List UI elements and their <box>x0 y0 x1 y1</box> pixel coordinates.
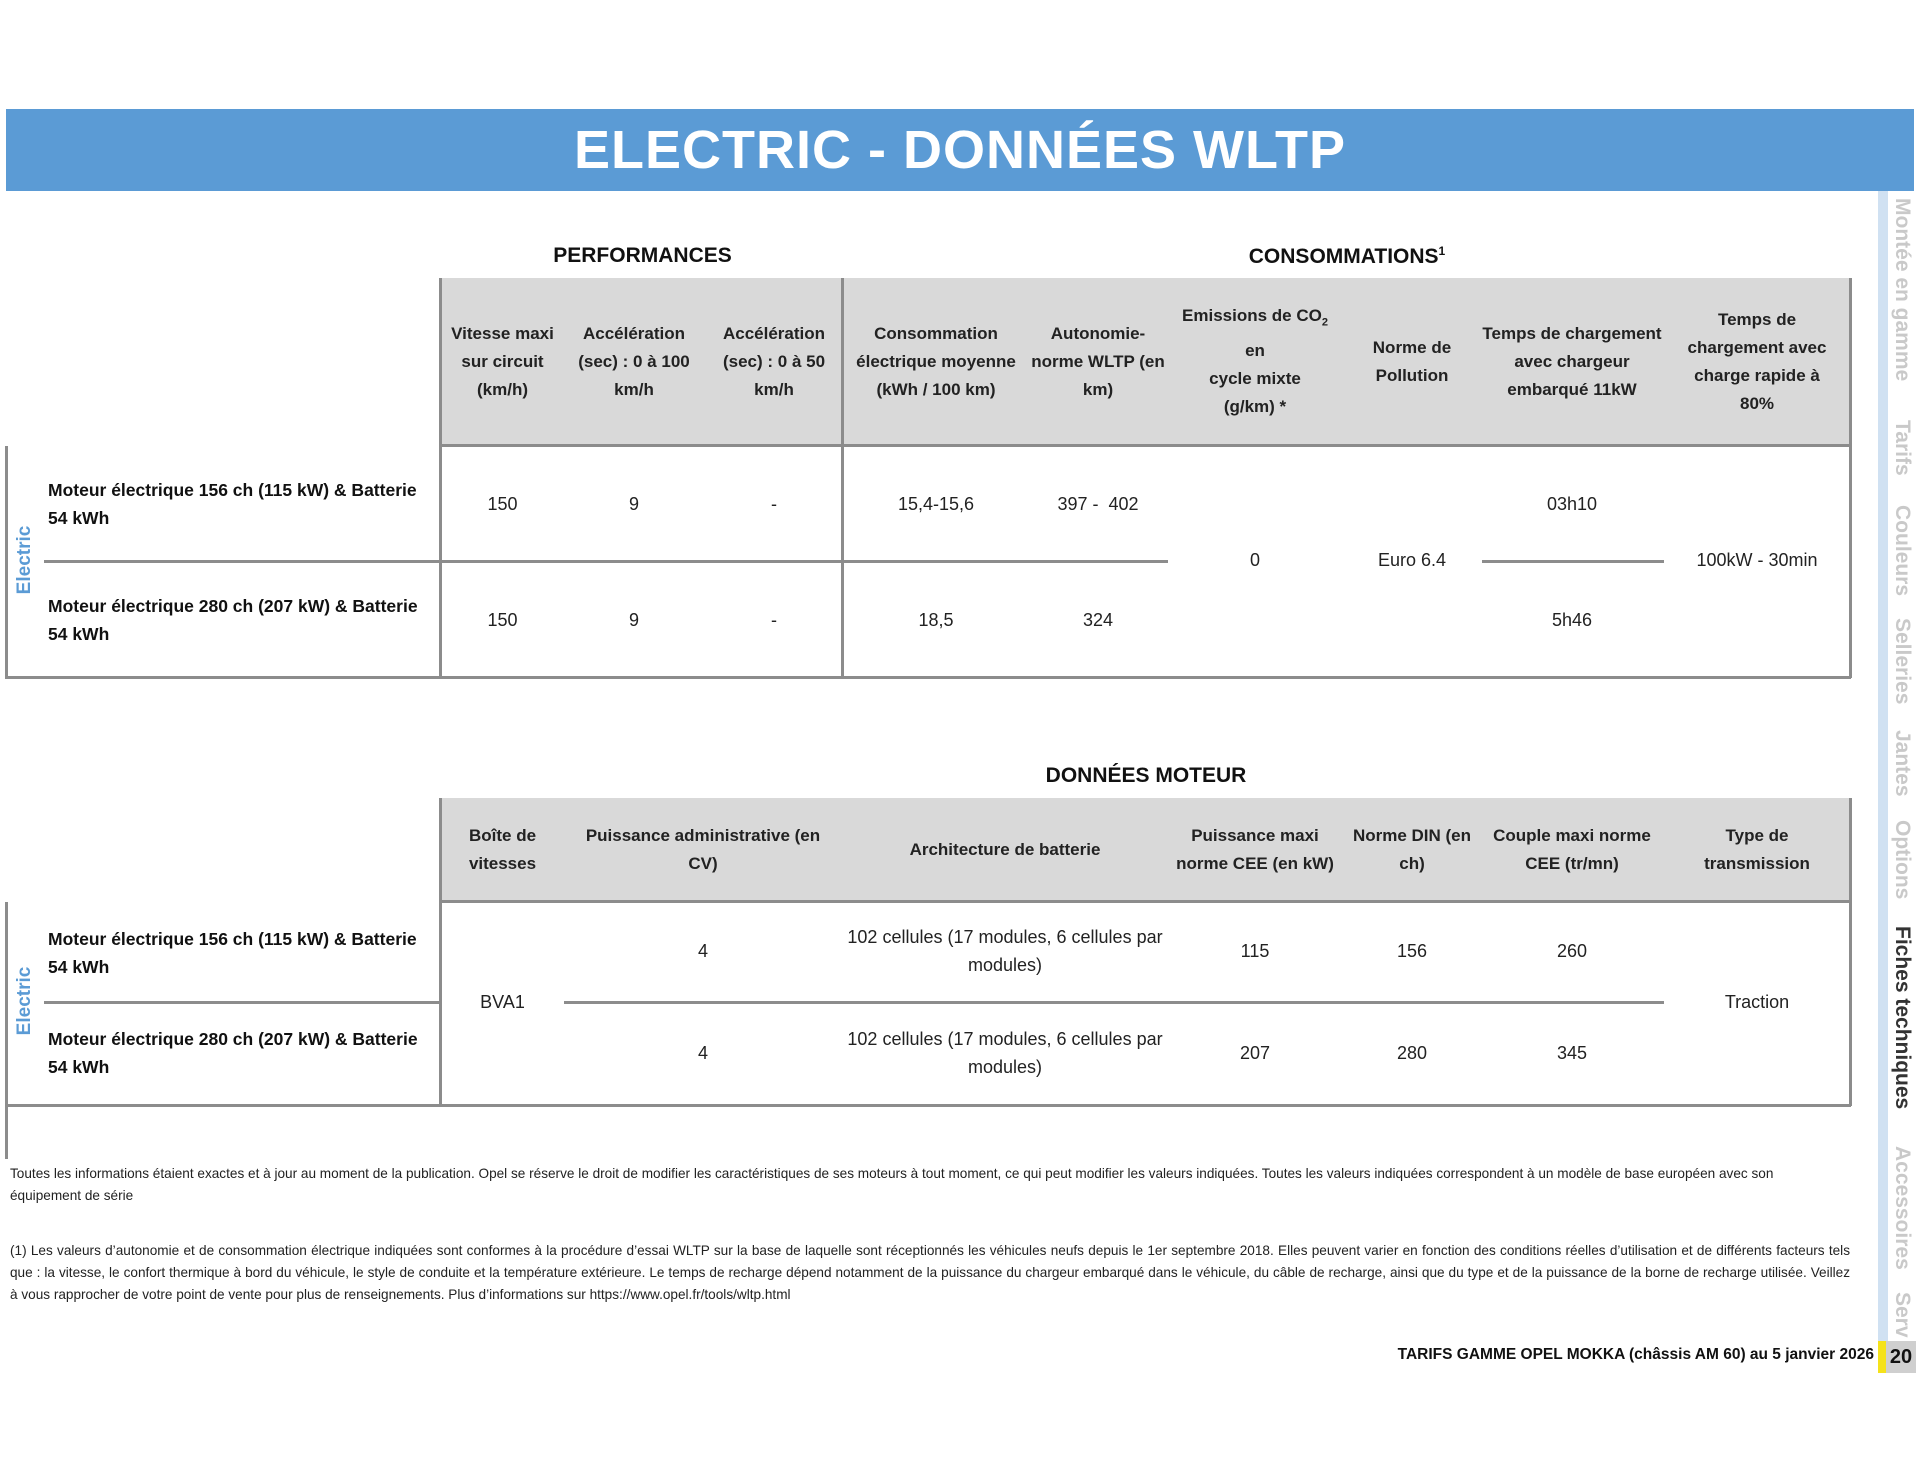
table2-divider-left <box>439 798 442 1106</box>
page-number: 20 <box>1886 1341 1916 1373</box>
table1-row2-vitesse: 150 <box>487 610 518 630</box>
table1-bottom <box>5 676 1851 679</box>
table1-row1-temps11: 03h10 <box>1546 494 1598 514</box>
consommations-title <box>843 244 1851 269</box>
header-puissance-admin: Puissance administrative (en CV) <box>585 825 821 873</box>
header-temps-11kw: Temps de chargement avec chargeur embarqué 11kW <box>1482 323 1662 399</box>
nav-services[interactable]: Serv <box>1891 1292 1914 1338</box>
table1-row1-autonomie: 397 - 402 <box>1057 494 1139 514</box>
title-banner <box>6 109 1914 191</box>
table1-side-label: Electric <box>14 525 35 595</box>
table1-row2-label: Moteur électrique 280 ch (207 kW) & Batterie 54 kWh <box>48 596 418 644</box>
side-nav-track <box>1878 191 1888 1341</box>
header-boite: Boîte de vitesses <box>468 825 537 873</box>
table2-row2-norme-din: 280 <box>1396 1043 1428 1063</box>
table2-border-left <box>5 902 8 1159</box>
nav-options[interactable]: Options <box>1891 820 1914 900</box>
header-emissions-line2: en <box>1245 340 1265 360</box>
table2-transmission-value: Traction <box>1724 992 1790 1012</box>
page-title: ELECTRIC - DONNÉES WLTP <box>574 120 1346 180</box>
table1-row2-conso: 18,5 <box>918 610 954 630</box>
table2-row2-couple: 345 <box>1556 1043 1588 1063</box>
table2-row-separator-label <box>44 1001 440 1004</box>
table2-row2-puissance-max: 207 <box>1239 1043 1271 1063</box>
table2-side-label: Electric <box>14 966 35 1036</box>
table2-bottom <box>5 1104 1851 1107</box>
footer-text: TARIFS GAMME OPEL MOKKA (châssis AM 60) au 5 janvier 2026 <box>1397 1346 1874 1363</box>
table2-border-right <box>1849 798 1852 1106</box>
table2-row1-label: Moteur électrique 156 ch (115 kW) & Batterie 54 kWh <box>48 929 417 977</box>
header-couple: Couple maxi norme CEE (tr/mn) <box>1493 825 1651 873</box>
disclaimer-note: Toutes les informations étaient exactes et à jour au moment de la publication. Opel se réserve le droit de modifier les caractéristiques de ses moteurs à tout moment, ce qui peut modifier les valeurs indiquées. Toutes les valeurs indiquées correspondent à un modèle de base européen avec son équipement de série <box>10 1166 1774 1203</box>
nav-selleries[interactable]: Selleries <box>1891 618 1914 705</box>
header-acceleration-100: Accélération (sec) : 0 à 100 km/h <box>578 323 690 399</box>
consommations-label: CONSOMMATIONS <box>1248 245 1439 268</box>
table1-row2-temps11: 5h46 <box>1551 610 1593 630</box>
table1-row1-acc50: - <box>771 494 777 514</box>
nav-montee-en-gamme[interactable]: Montée en gamme <box>1891 198 1914 382</box>
table2-header-bottom <box>441 900 1851 903</box>
table2-row1-couple: 260 <box>1556 941 1588 961</box>
table1-row1-label: Moteur électrique 156 ch (115 kW) & Batterie 54 kWh <box>48 480 417 528</box>
table2-row1-norme-din: 156 <box>1396 941 1428 961</box>
nav-tarifs[interactable]: Tarifs <box>1891 420 1914 476</box>
table2-row1-architecture: 102 cellules (17 modules, 6 cellules par modules) <box>847 927 1163 975</box>
table1-row1-vitesse: 150 <box>487 494 518 514</box>
table1-norme-value: Euro 6.4 <box>1377 550 1447 570</box>
table1-row2-acc50: - <box>771 610 777 630</box>
table1-temps80-value: 100kW - 30min <box>1696 550 1818 570</box>
header-emissions-subscript: 2 <box>1321 316 1328 329</box>
table1-row1-acc100: 9 <box>628 494 639 514</box>
header-norme-pollution: Norme de Pollution <box>1372 337 1452 385</box>
table2-row1-puissance-max: 115 <box>1240 941 1270 961</box>
header-norme-din: Norme DIN (en ch) <box>1352 825 1472 873</box>
table1-row-separator-charge <box>1482 560 1664 563</box>
donnees-moteur-title: DONNÉES MOTEUR <box>1045 764 1247 787</box>
table1-header-bottom <box>441 444 1851 447</box>
table1-row2-acc100: 9 <box>628 610 639 630</box>
header-architecture: Architecture de batterie <box>909 839 1101 859</box>
table2-row2-architecture: 102 cellules (17 modules, 6 cellules par modules) <box>847 1029 1163 1077</box>
header-transmission: Type de transmission <box>1704 825 1810 873</box>
header-autonomie: Autonomie-norme WLTP (en km) <box>1031 323 1165 399</box>
header-emissions-co: Emissions de CO <box>1182 306 1322 326</box>
header-emissions <box>1170 278 1340 445</box>
table2-row-separator <box>564 1001 1664 1004</box>
consommations-footnote-ref: 1 <box>1438 244 1446 258</box>
header-emissions-line1 <box>1182 302 1328 336</box>
table1-row-separator <box>44 560 1168 563</box>
header-emissions-line3: cycle mixte (g/km) * <box>1209 368 1301 416</box>
nav-fiches-techniques[interactable]: Fiches techniques <box>1891 926 1914 1110</box>
table2-row2-puissance-admin: 4 <box>697 1043 708 1063</box>
table2-boite-value: BVA1 <box>480 992 525 1012</box>
nav-jantes[interactable]: Jantes <box>1891 730 1914 797</box>
header-acceleration-50: Accélération (sec) : 0 à 50 km/h <box>722 323 826 399</box>
header-puissance-max: Puissance maxi norme CEE (en kW) <box>1176 825 1334 873</box>
nav-couleurs[interactable]: Couleurs <box>1891 505 1914 597</box>
header-consommation: Consommation électrique moyenne (kWh / 100 km) <box>856 323 1016 399</box>
table2-row2-label: Moteur électrique 280 ch (207 kW) & Batterie 54 kWh <box>48 1029 418 1077</box>
table2-row1-puissance-admin: 4 <box>697 941 708 961</box>
nav-accessoires[interactable]: Accessoires <box>1891 1146 1914 1270</box>
performances-title: PERFORMANCES <box>553 244 732 267</box>
footnote-1: (1) Les valeurs d’autonomie et de consommation électrique indiquées sont conformes à la procédure d’essai WLTP sur la base de laquelle sont réceptionnés les véhicules neufs depuis le 1er septembre 2018. Elles peuvent varier en fonction des conditions réelles d’utilisation et de différents facteurs tels que : la vitesse, le confort thermique à bord du véhicule, le style de conduite et la température extérieure. Le temps de recharge dépend notamment de la puissance du chargeur embarqué dans le véhicule, du câble de recharge, ainsi que du type et de la puissance de la borne de recharge utilisée. Veillez à vous rapprocher de votre point de vente pour plus de renseignements. Plus d’informations sur https://www.opel.fr/tools/wltp.html <box>10 1243 1850 1302</box>
table1-emissions-value: 0 <box>1249 550 1260 570</box>
table1-border-left <box>5 446 8 678</box>
header-temps-rapide: Temps de chargement avec charge rapide à 80% <box>1687 309 1827 413</box>
table1-row2-autonomie: 324 <box>1082 610 1114 630</box>
table1-border-right <box>1849 278 1852 678</box>
header-vitesse: Vitesse maxi sur circuit (km/h) <box>451 323 554 399</box>
table1-row1-conso: 15,4-15,6 <box>897 494 975 514</box>
